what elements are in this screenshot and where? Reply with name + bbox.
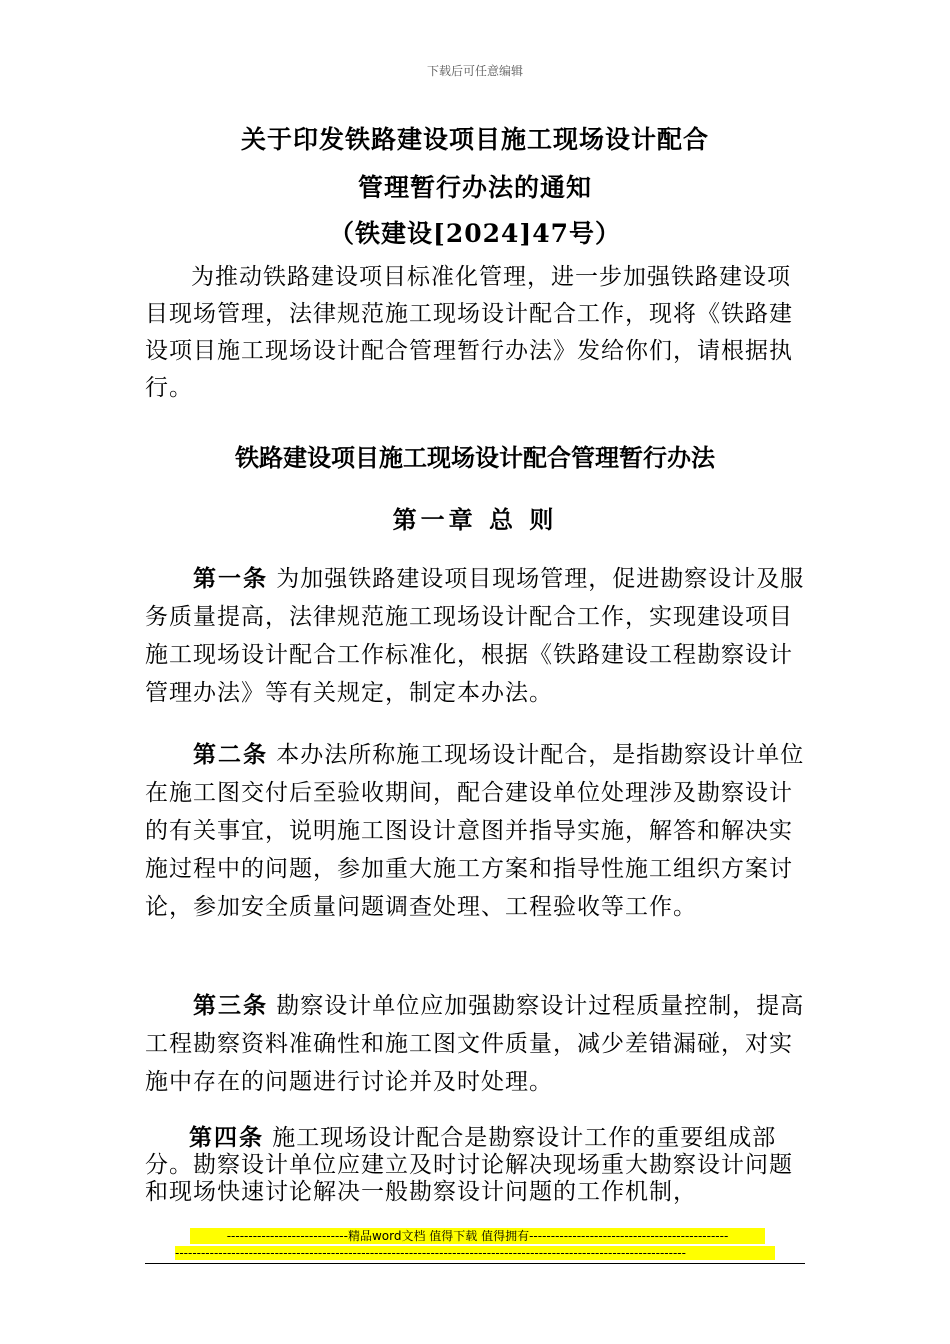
footer-dashes: ---------------------------------------------------------------------------------------------------------------------- [175, 1246, 775, 1260]
footer-banner: ----------------------------精品word文档 值得下载 值得拥有---------------------------------------------- [190, 1228, 765, 1244]
article-text: 本办法所称施工现场设计配合，是指勘察设计单位在施工图交付后至验收期间，配合建设单位处理涉及勘察设计的有关事宜，说明施工图设计意图并指导实施，解答和解决实施过程中的问题，参加重大施工方案和指导性施工组织方案讨论，参加安全质量问题调查处理、工程验收等工作。 [145, 742, 805, 920]
article-label: 第一条 [193, 565, 268, 592]
intro-paragraph: 为推动铁路建设项目标准化管理，进一步加强铁路建设项目现场管理，法律规范施工现场设计配合工作，现将《铁路建设项目施工现场设计配合管理暂行办法》发给你们，请根据执行。 [145, 264, 793, 401]
document-number: （铁建设[2024]47号） [328, 219, 622, 248]
notice-title-line-1: 关于印发铁路建设项目施工现场设计配合 [240, 125, 709, 154]
article-text: 施工现场设计配合是勘察设计工作的重要组成部分。勘察设计单位应建立及时讨论解决现场重大勘察设计问题和现场快速讨论解决一般勘察设计问题的工作机制， [145, 1125, 793, 1205]
article-4 [145, 1124, 805, 1206]
article-label: 第四条 [189, 1124, 264, 1151]
footer-rule [145, 1263, 805, 1264]
article-label: 第三条 [193, 992, 268, 1019]
article-2 [145, 736, 805, 926]
page-header: 下载后可任意编辑 [426, 64, 523, 78]
article-label: 第二条 [193, 741, 268, 768]
article-text: 为加强铁路建设项目现场管理，促进勘察设计及服务质量提高，法律规范施工现场设计配合工作，实现建设项目施工现场设计配合工作标准化，根据《铁路建设工程勘察设计管理办法》等有关规定，制定本办法。 [145, 566, 805, 706]
regulation-title: 铁路建设项目施工现场设计配合管理暂行办法 [235, 443, 715, 472]
article-text: 勘察设计单位应加强勘察设计过程质量控制，提高工程勘察资料准确性和施工图文件质量，减少差错漏碰，对实施中存在的问题进行讨论并及时处理。 [145, 993, 805, 1095]
article-3 [145, 987, 805, 1101]
chapter-heading: 第一章 总 则 [392, 505, 558, 534]
article-1 [145, 560, 805, 712]
notice-title-line-2: 管理暂行办法的通知 [357, 173, 592, 202]
